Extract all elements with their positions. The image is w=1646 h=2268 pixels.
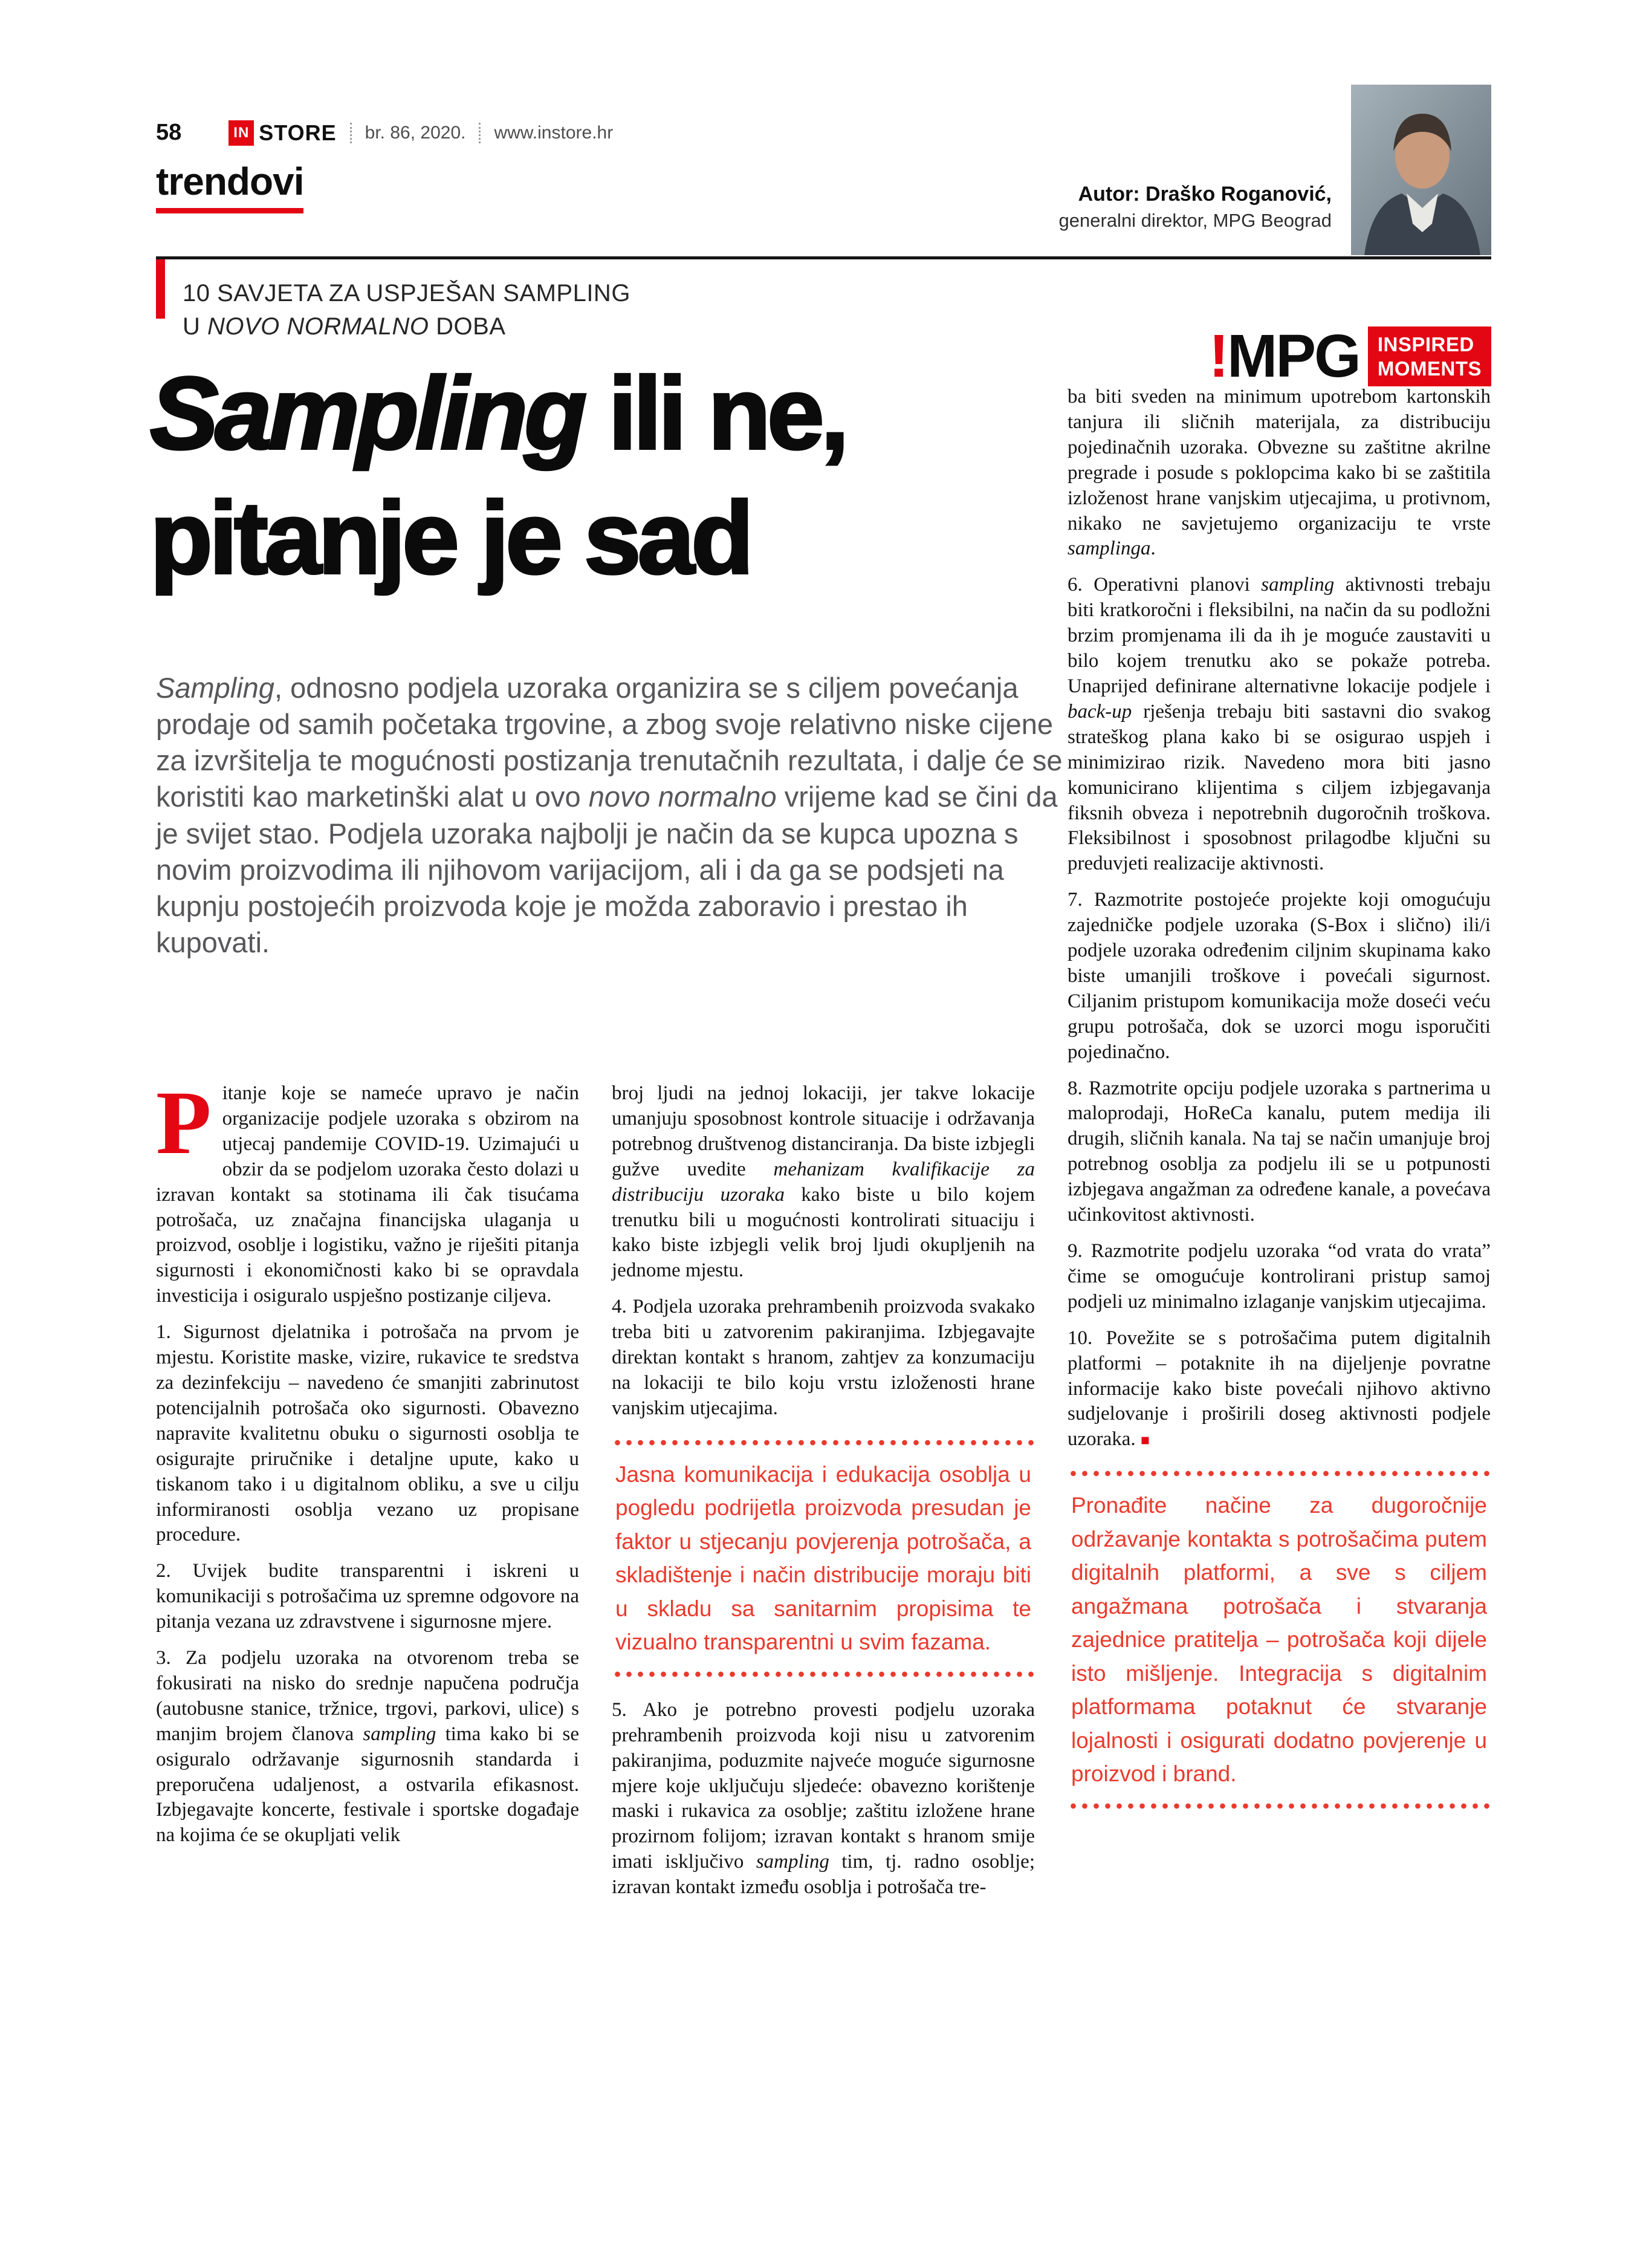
kicker-accent-bar: [156, 259, 165, 319]
author-role: generalni direktor, MPG Beograd: [1058, 210, 1332, 231]
mpg-name: MPG: [1227, 322, 1359, 391]
article-paragraph: 8. Razmotrite opciju podjele uzoraka s partnerima u maloprodaji, HoReCa kanalu, putem medija ili drugih, sličnih kanala. Na taj se način umanjuje broj potrebnog osoblja za podjelu ili se u potpunosti izbjegava angažman za određene kanale, a povećava učinkovitost aktivnosti.: [1068, 1077, 1491, 1226]
meta-divider-icon: [479, 123, 481, 143]
instore-logo-mark: IN: [228, 120, 254, 146]
drop-cap: P: [156, 1073, 212, 1173]
body-column-1: [156, 1073, 579, 1859]
mpg-badge-line-2: MOMENTS: [1377, 357, 1482, 380]
issue-label: br. 86, 2020.: [365, 122, 466, 143]
author-photo: [1351, 85, 1491, 255]
header-rule: [156, 256, 1491, 259]
author-name: Autor: Draško Roganović,: [1078, 183, 1332, 206]
portrait-illustration: [1351, 85, 1491, 255]
mpg-badge-line-1: INSPIRED: [1377, 333, 1474, 356]
article-paragraph: 6. Operativni planovi sampling aktivnosti trebaju biti kratkoročni i fleksibilni, na način da su podložni brzim promjenama ili da ih je moguće zaustaviti u bilo kojem trenutku ako se pokaže potreba. Unaprijed definirane alternativne lokacije podjele i back-up rješenja trebaju biti sastavni dio svakog strateškog plana kako bi se osigurao uspjeh i minimizirao rizik. Navedeno mora biti jasno komunicirano klijentima s ciljem izbjegavanja fiksnih obveza i nepotrebnih dugoročnih troškova. Fleksibilnost i sposobnost prilagodbe ključni su preduvjeti realizacije aktivnosti.: [1068, 574, 1491, 875]
article-paragraph: 4. Podjela uzoraka prehrambenih proizvoda svakako treba biti u zatvorenim pakiranjima. Izbjegavajte direktan kontakt s hranom, zahtjev za konzumaciju na lokaciji te bilo koju vrstu izloženosti hrane vanjskim utjecajima.: [612, 1296, 1035, 1419]
mpg-wordmark: [1208, 322, 1359, 391]
mpg-logo: [1208, 322, 1491, 391]
kicker: [183, 277, 630, 343]
article-paragraph: Pitanje koje se nameće upravo je način organizacije podjele uzoraka s obzirom na utjecaj pandemije COVID-19. Uzimajući u obzir da se podjelom uzoraka često dolazi u izravan kontakt sa stotinama ili čak tisućama potrošača, uz značajna financijska ulaganja u proizvod, osoblje i logistiku, važno je riješiti pitanja sigurnosti i ekonomičnosti kako bi se opravdala investicija i osiguralo uspješno postizanje ciljeva.: [156, 1073, 579, 1307]
article-paragraph: 7. Razmotrite postojeće projekte koji omogućuju zajedničke podjele uzoraka (S-Box i slično) ili/i podjele uzoraka određenim ciljnim skupinama kako biste umanjili troškove i povećali sigurnost. Ciljanim pristupom komunikacija može doseći veću grupu potrošača, dok se uzorci mogu isporučiti pojedinačno.: [1068, 889, 1491, 1063]
article-paragraph: 3. Za podjelu uzoraka na otvorenom treba se fokusirati na nisko do srednje napučena područja (autobusne stanice, tržnice, trgovi, parkovi, ulice) s manjim brojem članova sampling tima kako bi se osiguralo održavanje sigurnosnih standarda i preporučena udaljenost, a ostvarila efikasnost. Izbjegavajte koncerte, festivale i sportske događaje na kojima će se okupljati velik: [156, 1647, 579, 1847]
article-paragraph: 5. Ako je potrebno provesti podjelu uzoraka prehrambenih proizvoda koji nisu u zatvorenim pakiranjima, poduzmite najveće moguće sigurnosne mjere koje uključuju sljedeće: obavezno korištenje maski i rukavica za osoblje; zaštitu izložene hrane prozirnom folijom; izravan kontakt s hranom smije imati isključivo sampling tim, tj. radno osoblje; izravan kontakt između osoblja i potrošača tre-: [612, 1698, 1035, 1899]
article-paragraph: broj ljudi na jednoj lokaciji, jer takve lokacije umanjuju sposobnost kontrole situacije i održavanja potrebnog društvenog distanciranja. Da biste izbjegli gužve uvedite mehanizam kvalifikacije za distribuciju uzoraka kako biste u bilo kojem trenutku bili u mogućnosti kontrolirati situaciju i kako biste izbjegli velik broj ljudi okupljenih na jednome mjestu.: [612, 1082, 1035, 1282]
section-title: trendovi: [156, 162, 303, 213]
kicker-line-1: 10 SAVJETA ZA USPJEŠAN SAMPLING: [183, 280, 630, 307]
body-column-3: [1068, 385, 1491, 1830]
headline: [150, 352, 846, 600]
instore-logo: [228, 120, 336, 146]
body-column-2: [612, 1081, 1035, 1911]
article-paragraph: 1. Sigurnost djelatnika i potrošača na prvom je mjestu. Koristite maske, vizire, rukavice te sredstva za dezinfekciju – navedeno će smanjiti zabrinutost potencijalnih potrošača oko sigurnosti. Obavezno napravite kvalitetnu obuku o sigurnosti osoblja te osigurajte priručnike i detaljne upute, kako u tiskanom tako i u digitalnom obliku, a sve u cilju informiranosti osoblja vezano uz propisane procedure.: [156, 1321, 579, 1546]
mpg-exclamation-icon: !: [1208, 322, 1228, 391]
headline-line-2: pitanje je sad: [150, 480, 751, 596]
article-paragraph: 9. Razmotrite podjelu uzoraka “od vrata do vrata” čime se omogućuje kontrolirani pristup samoj podjeli uz minimalno izlaganje vanjskim utjecajima.: [1068, 1240, 1491, 1313]
meta-divider-icon: [350, 123, 352, 143]
article-paragraph: 10. Povežite se s potrošačima putem digitalnih platformi – potaknite ih na dijeljenje povratne informacije kako biste povećali njihovo aktivno sudjelovanje i proširili doseg aktivnosti podjele uzoraka. ■: [1068, 1327, 1491, 1451]
pull-quote: Jasna komunikacija i edukacija osoblja u pogledu podrijetla proizvoda presudan je faktor u stjecanju povjerenja potrošača, a skladištenje i način distribucije moraju biti u skladu sa sanitarnim propisima te vizualno transparentni u svim fazama.: [612, 1440, 1035, 1677]
headline-line-1: Sampling ili ne,: [150, 356, 846, 471]
kicker-line-2: U NOVO NORMALNO DOBA: [183, 313, 506, 340]
author-credit: [1059, 183, 1332, 232]
article-paragraph: 2. Uvijek budite transparentni i iskreni u komunikaciji s potrošačima uz spremne odgovore na pitanja vezana uz zdravstvene i sigurnosne mjere.: [156, 1560, 579, 1633]
pull-quote: Pronađite načine za dugoročnije održavanje kontakta s potrošačima putem digitalnih platformi, a sve s ciljem angažmana potrošača i stvaranja zajednice pratitelja – potrošača koji dijele isto mišljenje. Integracija s digitalnim platformama potaknut će stvaranje lojalnosti i osigurati dodatno povjerenje u proizvod i brand.: [1068, 1470, 1491, 1809]
instore-logo-text: STORE: [259, 120, 337, 145]
page-number: 58: [156, 120, 182, 145]
website-label: www.instore.hr: [494, 122, 614, 143]
page-header: [156, 120, 613, 146]
lead-paragraph: Sampling, odnosno podjela uzoraka organizira se s ciljem povećanja prodaje od samih početaka trgovine, a zbog svoje relativno niske cijene za izvršitelja te mogućnosti postizanja trenutačnih rezultata, i dalje će se koristiti kao marketinški alat u ovo novo normalno vrijeme kad se čini da je svijet stao. Podjela uzoraka najbolji je način da se kupca upozna s novim proizvodima ili njihovom varijacijom, ali i da ga se podsjeti na kupnju postojećih proizvoda koje je možda zaboravio i prestao ih kupovati.: [156, 672, 1063, 959]
article-paragraph: ba biti sveden na minimum upotrebom kartonskih tanjura ili sličnih materijala, za distribuciju pojedinačnih uzoraka. Obvezne su zaštitne akrilne pregrade i posude s poklopcima kako bi se zaštitila izloženost hrane vanjskim utjecajima, u protivnom, nikako ne savjetujemo organizaciju te vrste samplinga.: [1068, 386, 1491, 560]
mpg-badge: [1368, 327, 1491, 386]
